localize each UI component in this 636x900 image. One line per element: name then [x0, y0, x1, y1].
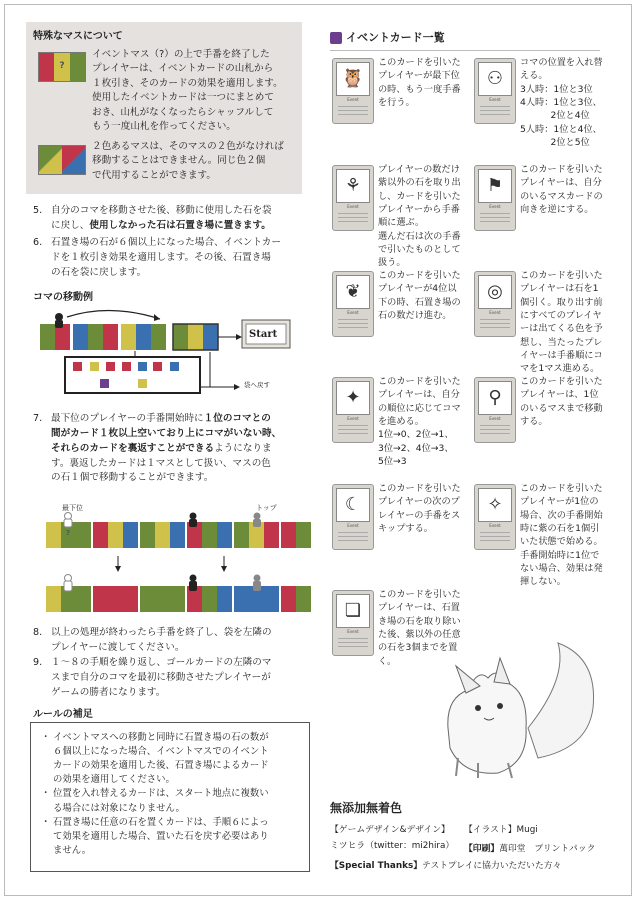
event-card-art: ✦: [336, 381, 370, 415]
event-card-art: ⚇: [478, 62, 512, 96]
credit-illust: 【イラスト】Mugi: [464, 825, 538, 835]
event-card: [332, 590, 374, 656]
step-7: 7. 最下位のプレイヤーの手番開始時に１位のコマとの 間がカード１枚以上空いており上にコマがいない時、 それらのカードを裏返すことができるようになりま す。裏返したカードは１マスとして扱い、マスの色 の石１個で移動することができます。: [33, 413, 282, 484]
step-9: 9. １～８の手順を繰り返し、ゴールカードの左隣のマ スまで自分のコマを最初に移動させたプレイヤーが ゲームの勝者になります。: [33, 657, 272, 698]
event-card-art: ❏: [336, 594, 370, 628]
event-card: [474, 165, 516, 231]
credit-design-label: 【ゲームデザイン&デザイン】: [330, 825, 450, 835]
event-card-description: このカードを引いた プレイヤーは、1位 のいるマスまで移動 する。: [520, 376, 603, 428]
event-card-tag: Event: [347, 97, 359, 102]
event-card-art: ❦: [336, 275, 370, 309]
special-tiles-title: 特殊なマスについて: [33, 31, 123, 42]
credit-design-value: ミツヒラ（twitter：mi2hira）: [330, 841, 455, 851]
event-card-tag: Event: [489, 204, 501, 209]
event-card-description: このカードを引いた プレイヤーは、石置 き場の石を取り除い た後、紫以外の任意 の石を3個までを置 く。: [378, 589, 461, 667]
event-card-tag: Event: [489, 310, 501, 315]
event-card: [474, 58, 516, 124]
flip-event-mark: ?: [66, 529, 71, 537]
event-card-art: ⚘: [336, 169, 370, 203]
purple-cube-icon: [330, 32, 342, 44]
event-card-tag: Event: [347, 629, 359, 634]
event-card-art: ⚑: [478, 169, 512, 203]
event-card-description: このカードを引いた プレイヤーが1位の 場合、次の手番開始 時に紫の石を1個引 いた状態で始める。 手番開始時に1位で ない場合、効果は発 揮しない。: [520, 483, 603, 588]
event-card-tag: Event: [347, 523, 359, 528]
title-divider: [330, 50, 600, 51]
return-to-bag-label: 袋へ戻す: [244, 381, 270, 389]
event-card-art: ☾: [336, 488, 370, 522]
event-tile-description: イベントマス（?）の上で手番を終了した プレイヤーは、イベントカードの山札から １枚引き、そのカードの効果を適用します。 使用したイベントカードは一つにまとめて おき、山札がなくなったらシャッフルして もう一度山札を作ってください。: [92, 49, 283, 132]
credit-print: 【印刷】萬印堂 プリントパック: [464, 844, 596, 854]
event-card-tag: Event: [347, 310, 359, 315]
pawn-body: [55, 320, 63, 328]
event-card-art: ⚲: [478, 381, 512, 415]
step-6: 6. 石置き場の石が６個以上になった場合、イベントカー ドを１枚引き効果を適用します。その後、石置き場 の石を袋に戻します。: [33, 237, 281, 278]
credit-thanks: 【Special Thanks】テストプレイに協力いただいた方々: [330, 861, 562, 871]
flip-before-row: [46, 522, 311, 548]
rules-box: [30, 722, 310, 872]
dual-color-tile-description: ２色あるマスは、そのマスの２色がなければ 移動することはできません。同じ色２個 で代用することができます。: [92, 141, 284, 181]
event-card-art: ◎: [478, 275, 512, 309]
event-card-description: コマの位置を入れ替 える。 3人時：1位と3位 4人時：1位と3位、 2位と4位 5人時：1位と4位、 2位と5位: [520, 57, 603, 149]
event-card-art: 🦉: [336, 62, 370, 96]
move-tiles: [40, 324, 218, 350]
rules-title: ルールの補足: [33, 709, 93, 720]
event-card-description: このカードを引いた プレイヤーは、自分 のいるマスカードの 向きを逆にする。: [520, 164, 603, 216]
event-card-art: ✧: [478, 488, 512, 522]
rule-item: ・ イベントマスへの移動と同時に石置き場の石の数が ６個以上になった場合、イベントマスでのイベント カードの効果を適用した後、石置き場によるカード の効果を適用してください。: [45, 731, 301, 787]
event-card: [332, 165, 374, 231]
rule-item: ・ 石置き場に任意の石を置くカードは、手順６によっ て効果を適用した場合、置いた石を戻す必要はあり ません。: [45, 816, 301, 858]
event-card: [474, 377, 516, 443]
event-tile-sample: [38, 52, 86, 82]
event-card-description: このカードを引いた プレイヤーが最下位 の時、もう一度手番 を行う。: [378, 57, 461, 109]
last-place-label: 最下位: [62, 504, 83, 512]
flip-after-row: [46, 586, 311, 612]
event-mark: ?: [54, 53, 69, 81]
event-card-tag: Event: [347, 416, 359, 421]
pawn-head: [55, 313, 63, 321]
event-card-description: このカードを引いた プレイヤーの次のプ レイヤーの手番をス キップする。: [378, 483, 461, 535]
event-card-tag: Event: [489, 97, 501, 102]
step-8: 8. 以上の処理が終わったら手番を終了し、袋を左隣の プレイヤーに渡してください。: [33, 627, 272, 653]
event-card-description: プレイヤーの数だけ 紫以外の石を取り出 し、カードを引いた プレイヤーから手番 順に選ぶ。 選んだ石は次の手番 で引いたものとして 扱う。: [378, 164, 461, 269]
fox-illustration: [428, 638, 608, 783]
flip-example-diagram: [44, 510, 314, 615]
step-5: 5. 自分のコマを移動させた後、移動に使用した石を袋 に戻し、使用しなかった石は石置き場に置きます。: [33, 205, 272, 231]
move-example-title: コマの移動例: [33, 292, 93, 303]
event-card-tag: Event: [489, 523, 501, 528]
event-card-description: このカードを引いた プレイヤーは石を1 個引く。取り出す前 にすべてのプレイヤ ーは出てくる色を予 想し、当たったプレ イヤーは手番順にコ マを1マス進める。: [520, 270, 603, 375]
event-card-description: このカードを引いた プレイヤーは、自分 の順位に応じてコマ を進める。 1位→0、2位→1、 3位→2、4位→3、 5位→3: [378, 376, 461, 468]
event-card-tag: Event: [489, 416, 501, 421]
event-card-description: このカードを引いた プレイヤーが4位以 下の時、石置き場の 石の数だけ進む。: [378, 270, 461, 322]
event-cards-title: イベントカード一覧: [330, 30, 445, 46]
event-card: [332, 377, 374, 443]
event-card-tag: Event: [347, 204, 359, 209]
credits-title: 無添加無着色: [330, 801, 403, 815]
event-card: [332, 271, 374, 337]
stone-area: [65, 357, 200, 393]
event-card: [332, 484, 374, 550]
start-card-label: Start: [249, 329, 278, 340]
event-card: [474, 484, 516, 550]
dual-color-tile-sample: [38, 145, 86, 175]
event-card: [474, 271, 516, 337]
rule-item: ・ 位置を入れ替えるカードは、スタート地点に複数い る場合には対象になりません。: [45, 787, 301, 815]
top-place-label: トップ: [256, 504, 277, 512]
event-card: [332, 58, 374, 124]
